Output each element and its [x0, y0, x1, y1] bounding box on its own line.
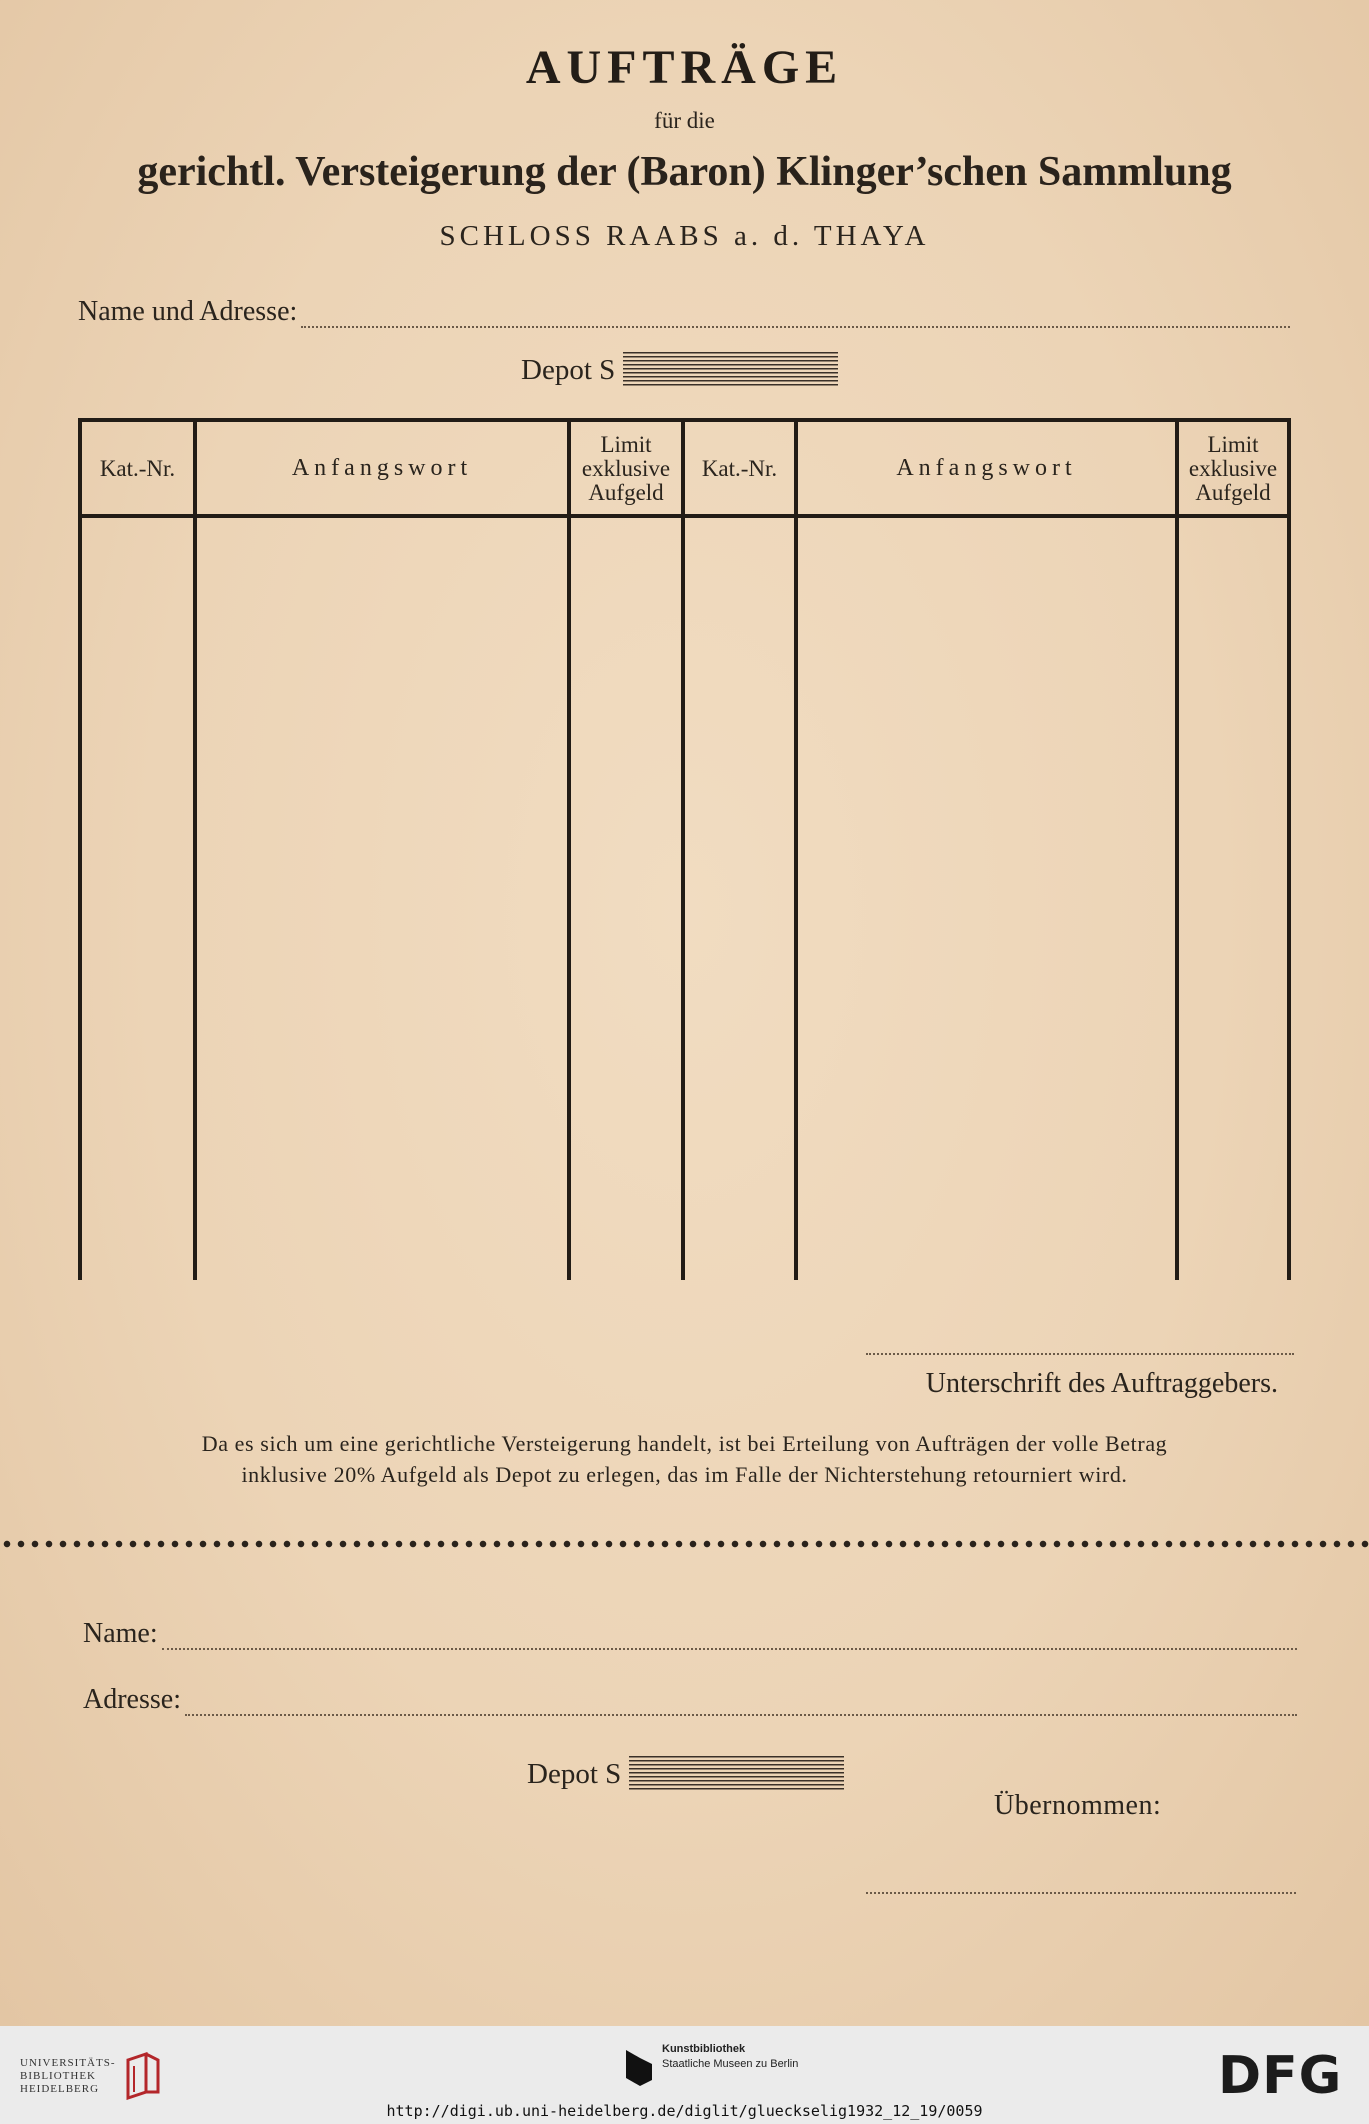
depot-field[interactable]: [521, 352, 838, 388]
depot-label: Depot S: [521, 353, 616, 386]
university-line-2: BIBLIOTHEK: [20, 2069, 96, 2082]
header-limit-line1: Limit: [600, 431, 652, 457]
header-limit-line3: Aufgeld: [588, 480, 664, 506]
notice-line-2: inklusive 20% Aufgeld als Depot zu erlegen, das im Falle der Nichterstehung retourniert wird.: [241, 1462, 1128, 1487]
name-address-line[interactable]: [301, 306, 1290, 328]
heidelberg-library-icon: [124, 2052, 162, 2100]
slip-name-label: Name:: [83, 1618, 158, 1649]
kunstbibliothek-logo[interactable]: [626, 2042, 798, 2086]
slip-name-line[interactable]: [162, 1628, 1297, 1650]
order-table: [78, 418, 1291, 1280]
slip-address-label: Adresse:: [83, 1684, 181, 1715]
form-title: AUFTRÄGE: [525, 41, 844, 94]
auction-location: SCHLOSS RAABS a. d. THAYA: [439, 220, 930, 252]
university-line-3: HEIDELBERG: [20, 2082, 100, 2095]
kunstbibliothek-name: [662, 2042, 798, 2072]
name-address-field[interactable]: [78, 296, 1290, 328]
header-limit-line3: Aufgeld: [1195, 480, 1271, 506]
digitization-footer: [0, 2026, 1369, 2124]
slip-depot-field[interactable]: [527, 1756, 844, 1792]
taken-label: Übernommen:: [994, 1790, 1162, 1821]
notice-line-1: Da es sich um eine gerichtliche Versteigerung handelt, ist bei Erteilung von Aufträgen der volle Betrag: [201, 1431, 1168, 1456]
header-limit-line2: exklusive: [1188, 455, 1278, 481]
depot-amount-lines[interactable]: [623, 352, 838, 388]
slip-depot-amount-lines[interactable]: [629, 1756, 844, 1792]
source-url[interactable]: http://digi.ub.uni-heidelberg.de/diglit/glueckselig1932_12_19/0059: [386, 2102, 983, 2120]
perforation-line: [0, 1540, 1369, 1548]
table-column-rule: [794, 418, 798, 1280]
heidelberg-library-logo[interactable]: [20, 2052, 162, 2100]
form-subtitle: für die: [654, 108, 715, 133]
table-column-rule: [78, 418, 82, 1280]
slip-depot-label: Depot S: [527, 1757, 622, 1790]
kunstbibliothek-icon: [626, 2050, 652, 2086]
table-column-rule: [567, 418, 571, 1280]
header-kat-nr-left: Kat.-Nr.: [99, 455, 176, 481]
table-column-rule: [1287, 418, 1291, 1280]
dfg-logo[interactable]: DFG: [1218, 2046, 1343, 2106]
signature-label: Unterschrift des Auftraggebers.: [925, 1368, 1278, 1399]
header-limit-left: [571, 426, 681, 512]
header-limit-right: [1179, 426, 1287, 512]
table-column-rule: [681, 418, 685, 1280]
header-limit-line2: exklusive: [581, 455, 671, 481]
header-limit-line1: Limit: [1207, 431, 1259, 457]
auction-heading: gerichtl. Versteigerung der (Baron) Klinger’schen Sammlung: [137, 149, 1232, 195]
slip-name-field[interactable]: [83, 1618, 1297, 1650]
slip-address-field[interactable]: [83, 1684, 1297, 1716]
kb-line-1: Kunstbibliothek: [662, 2043, 746, 2055]
header-anfangswort-left: Anfangswort: [291, 455, 473, 482]
deposit-notice: [0, 1428, 1369, 1490]
taken-signature-line[interactable]: [866, 1892, 1296, 1894]
university-line-1: UNIVERSITÄTS-: [20, 2056, 116, 2069]
header-kat-nr-right: Kat.-Nr.: [701, 455, 778, 481]
heidelberg-library-name: [20, 2057, 116, 2096]
table-column-rule: [193, 418, 197, 1280]
kb-line-2: Staatliche Museen zu Berlin: [662, 2058, 799, 2070]
signature-line[interactable]: [866, 1353, 1294, 1355]
slip-address-line[interactable]: [185, 1694, 1297, 1716]
table-column-rule: [1175, 418, 1179, 1280]
header-anfangswort-right: Anfangswort: [896, 455, 1077, 482]
name-address-label: Name und Adresse:: [78, 296, 298, 327]
